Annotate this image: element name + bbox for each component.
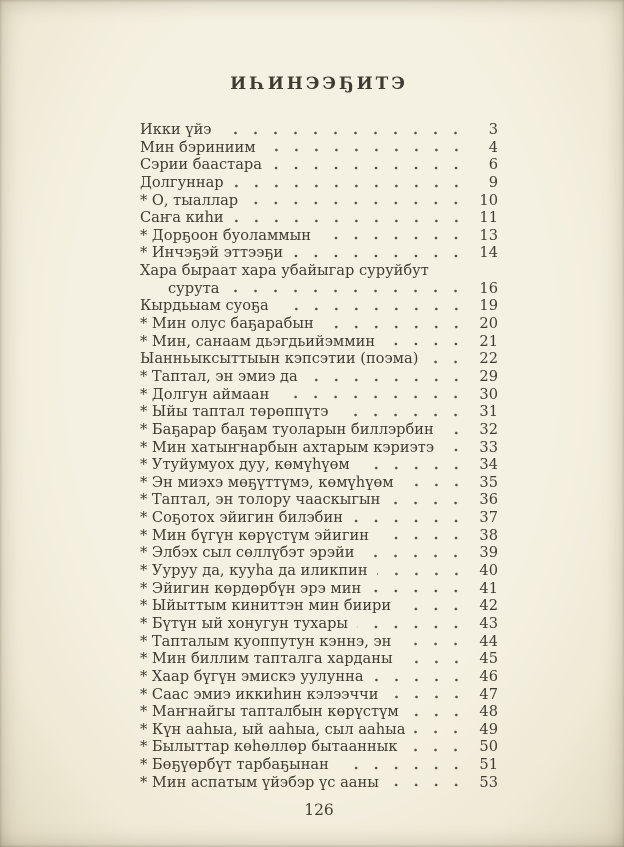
dot-leader xyxy=(307,368,468,386)
entry-page-number: 16 xyxy=(479,279,498,297)
toc-entry xyxy=(140,703,498,721)
dot-leader xyxy=(370,580,468,598)
entry-page-number: 10 xyxy=(479,191,498,209)
entry-title: Икки үйэ xyxy=(140,121,212,138)
entry-page-number: 33 xyxy=(479,438,498,456)
toc-entry xyxy=(140,121,498,139)
toc-entry xyxy=(140,315,498,333)
entry-title: * Таптал, эн эмиэ да xyxy=(140,367,298,385)
dot-leader xyxy=(400,597,468,615)
toc-entry xyxy=(140,650,498,668)
entry-page-number: 47 xyxy=(479,685,498,703)
entry-title: * Саас эмиэ иккиһин кэлээччи xyxy=(140,685,379,703)
entry-page-number: 6 xyxy=(488,156,498,174)
entry-page-number: 34 xyxy=(479,456,498,474)
dot-leader xyxy=(271,156,468,174)
entry-page-number: 13 xyxy=(479,226,498,244)
dot-leader xyxy=(378,527,468,545)
entry-title: * Мин биллим тапталга харданы xyxy=(140,650,393,668)
entry-page-number: 9 xyxy=(488,173,498,191)
toc-entry xyxy=(140,156,498,174)
entry-title: * Мин бүгүн көрүстүм эйигин xyxy=(140,526,369,544)
entry-page-number: 49 xyxy=(479,720,498,738)
toc-entry xyxy=(140,633,498,651)
dot-leader xyxy=(278,297,468,315)
toc-entry xyxy=(140,456,498,474)
dot-leader xyxy=(408,703,468,721)
toc-entry xyxy=(140,386,498,404)
dot-leader xyxy=(359,456,468,474)
dot-leader xyxy=(443,421,468,439)
entry-page-number: 37 xyxy=(479,509,498,527)
dot-leader xyxy=(220,121,468,139)
entry-page-number: 51 xyxy=(479,756,498,774)
entry-page-number: 32 xyxy=(479,420,498,438)
toc-entry xyxy=(140,721,498,739)
entry-title: Мин бэриниим xyxy=(140,138,256,156)
toc-entry xyxy=(140,544,498,562)
entry-title: * Таптал, эн толору чааскыгын xyxy=(140,491,381,509)
entry-title: * Баҕарар баҕам туоларын биллэрбин xyxy=(140,420,434,438)
entry-page-number: 31 xyxy=(479,403,498,421)
entry-title: * Бүтүн ый хонугун тухары xyxy=(140,614,349,632)
entry-page-number: 53 xyxy=(479,773,498,791)
toc-entry xyxy=(140,580,498,598)
entry-page-number: 42 xyxy=(479,597,498,615)
toc-entry xyxy=(140,774,498,792)
dot-leader xyxy=(377,562,468,580)
entry-page-number: 38 xyxy=(479,526,498,544)
entry-page-number: 36 xyxy=(479,491,498,509)
entry-page-number: 43 xyxy=(479,614,498,632)
toc-list xyxy=(140,121,498,791)
toc-entry xyxy=(140,333,498,351)
entry-title: * Элбэх сыл сөллүбэт эрэйи xyxy=(140,544,355,562)
entry-page-number: 35 xyxy=(479,473,498,491)
entry-title: * Дорҕоон буоламмын xyxy=(140,226,311,244)
entry-page-number: 50 xyxy=(479,738,498,756)
toc-entry xyxy=(140,597,498,615)
entry-page-number: 20 xyxy=(479,315,498,333)
toc-entry xyxy=(140,439,498,457)
entry-title: Долгуннар xyxy=(140,173,224,191)
dot-leader xyxy=(338,756,468,774)
entry-title: * Эйигин көрдөрбүн эрэ мин xyxy=(140,579,362,597)
dot-leader xyxy=(427,350,468,368)
toc-entry xyxy=(140,562,498,580)
toc-entry xyxy=(140,421,498,439)
toc-content xyxy=(140,74,498,819)
entry-page-number: 41 xyxy=(479,579,498,597)
entry-title: * Ыйы таптал төрөппүтэ xyxy=(140,403,329,421)
entry-title: * Эн миэхэ мөҕүттүмэ, көмүһүөм xyxy=(140,473,394,491)
dot-leader xyxy=(337,403,468,421)
entry-title: * Күн ааһыа, ый ааһыа, сыл ааһыа xyxy=(140,720,406,738)
entry-page-number: 4 xyxy=(488,138,498,156)
toc-entry xyxy=(140,297,498,315)
entry-title: * Соҕотох эйигин билэбин xyxy=(140,509,343,527)
dot-leader xyxy=(389,491,468,509)
toc-entry xyxy=(140,738,498,756)
dot-leader xyxy=(352,509,468,527)
dot-leader xyxy=(388,686,468,704)
entry-title: * Утуйумуох дуу, көмүһүөм xyxy=(140,456,350,474)
entry-page-number: 46 xyxy=(479,667,498,685)
dot-leader xyxy=(357,615,468,633)
entry-title: * Хаар бүгүн эмискэ уулунна xyxy=(140,667,364,685)
dot-leader xyxy=(228,280,468,298)
entry-title: * Инчэҕэй эттээҕи xyxy=(140,244,284,262)
entry-title: Кырдьыам суоҕа xyxy=(140,297,269,315)
entry-page-number: 14 xyxy=(479,244,498,262)
folio-page-number: 126 xyxy=(304,801,334,820)
dot-leader xyxy=(406,738,468,756)
dot-leader xyxy=(233,209,468,227)
dot-leader xyxy=(400,633,468,651)
dot-leader xyxy=(388,774,468,792)
entry-page-number: 29 xyxy=(479,367,498,385)
toc-entry xyxy=(140,403,498,421)
dot-leader xyxy=(384,333,468,351)
entry-page-number: 48 xyxy=(479,703,498,721)
dot-leader xyxy=(233,174,468,192)
entry-page-number: 39 xyxy=(479,544,498,562)
entry-page-number: 45 xyxy=(479,650,498,668)
toc-entry xyxy=(140,368,498,386)
entry-title: * Мин, санаам дьэгдьийэммин xyxy=(140,332,376,350)
entry-page-number: 30 xyxy=(479,385,498,403)
entry-title: Саҥа киһи xyxy=(140,209,224,227)
entry-title: * О, тыаллар xyxy=(140,191,239,209)
page-title: ИҺИНЭЭҔИТЭ xyxy=(230,74,408,94)
entry-title: * Мин хатыҥнарбын ахтарым кэриэтэ xyxy=(140,438,434,456)
entry-title: Хара быраат хара убайыгар суруйбут xyxy=(140,262,429,280)
entry-page-number: 11 xyxy=(479,209,498,227)
toc-entry xyxy=(140,280,498,298)
toc-entry xyxy=(140,139,498,157)
entry-page-number: 19 xyxy=(479,297,498,315)
dot-leader xyxy=(320,227,468,245)
entry-title: * Бөҕүөрбүт тарбаҕынан xyxy=(140,756,329,774)
dot-leader xyxy=(247,192,468,210)
entry-title: * Тапталым куоппутун кэннэ, эн xyxy=(140,632,392,650)
entry-title: * Ыйыттым киниттэн мин биири xyxy=(140,597,392,615)
toc-entry xyxy=(140,474,498,492)
toc-entry xyxy=(140,756,498,774)
dot-leader xyxy=(373,668,468,686)
entry-page-number: 40 xyxy=(479,562,498,580)
entry-page-number: 22 xyxy=(479,350,498,368)
entry-title: * Былыттар көһөллөр бытааннык xyxy=(140,738,398,756)
toc-entry xyxy=(140,174,498,192)
entry-title: сурута xyxy=(168,279,220,297)
entry-title: * Мин аспатым үйэбэр үс ааны xyxy=(140,773,379,791)
toc-entry xyxy=(140,527,498,545)
entry-title: * Долгун аймаан xyxy=(140,385,270,403)
dot-leader xyxy=(443,439,468,457)
toc-entry xyxy=(140,244,498,262)
entry-title: Сэрии баастара xyxy=(140,156,262,174)
dot-leader xyxy=(403,474,468,492)
toc-entry xyxy=(140,668,498,686)
toc-entry xyxy=(140,262,498,280)
entry-title: Ыанньыксыттыын кэпсэтии (поэма) xyxy=(140,350,419,368)
dot-leader xyxy=(402,650,468,668)
entry-page-number: 21 xyxy=(479,332,498,350)
entry-title: * Ууруу да, кууһа да иликпин xyxy=(140,562,368,580)
toc-entry xyxy=(140,686,498,704)
entry-title: * Маҥнайгы тапталбын көрүстүм xyxy=(140,703,399,721)
dot-leader xyxy=(278,386,468,404)
entry-title: * Мин олус баҕарабын xyxy=(140,315,314,333)
toc-entry xyxy=(140,491,498,509)
toc-entry xyxy=(140,192,498,210)
toc-entry xyxy=(140,615,498,633)
dot-leader xyxy=(414,721,468,739)
dot-leader xyxy=(323,315,468,333)
dot-leader xyxy=(265,139,468,157)
dot-leader xyxy=(292,244,468,262)
dot-leader xyxy=(363,544,468,562)
toc-entry xyxy=(140,227,498,245)
toc-entry xyxy=(140,209,498,227)
entry-page-number: 3 xyxy=(488,121,498,138)
toc-entry xyxy=(140,509,498,527)
entry-page-number: 44 xyxy=(479,632,498,650)
toc-entry xyxy=(140,350,498,368)
